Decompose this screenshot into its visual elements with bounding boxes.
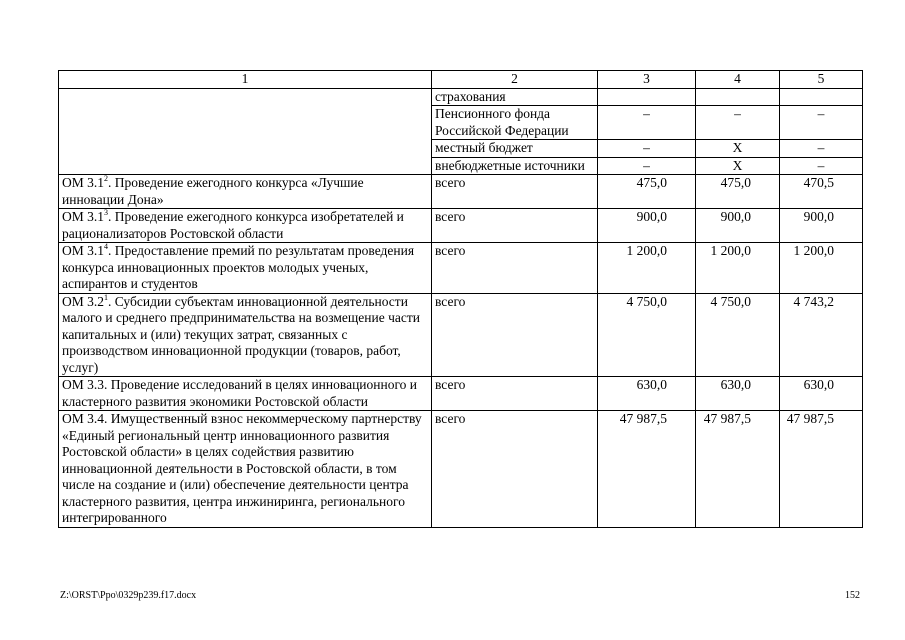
value-cell: 1 200,0 — [780, 243, 863, 294]
table-row — [59, 243, 863, 294]
measure-text: . Предоставление премий по результатам проведения конкурса инновационных проектов молодых ученых, аспирантов и студентов — [62, 243, 415, 291]
table-row — [59, 411, 863, 528]
table-row — [59, 175, 863, 209]
measure-cell — [59, 175, 432, 209]
value-cell: – — [780, 106, 863, 140]
value-cell: Х — [696, 140, 780, 158]
source-cell: внебюджетные источники — [432, 157, 598, 175]
measure-text: . Проведение ежегодного конкурса «Лучшие инновации Дона» — [62, 175, 364, 207]
source-cell: страхования — [432, 88, 598, 106]
measure-code: ОМ 3.3 — [62, 377, 105, 392]
value-cell: 900,0 — [696, 209, 780, 243]
value-cell: 900,0 — [598, 209, 696, 243]
measure-sup: 3 — [104, 208, 109, 217]
page-number: 152 — [845, 590, 860, 601]
value-cell: 630,0 — [780, 377, 863, 411]
value-cell: – — [598, 157, 696, 175]
table-header-row — [59, 71, 863, 89]
table-row — [59, 293, 863, 377]
value-cell: 630,0 — [598, 377, 696, 411]
header-col-2: 2 — [432, 71, 598, 89]
value-cell: 1 200,0 — [598, 243, 696, 294]
header-col-3: 3 — [598, 71, 696, 89]
measure-sup: 1 — [104, 292, 109, 302]
measure-code: ОМ 3.4 — [62, 411, 105, 426]
value-cell: 4 750,0 — [696, 293, 780, 377]
table-row — [59, 209, 863, 243]
measure-code: ОМ 3.1 — [62, 243, 105, 258]
value-cell: 475,0 — [598, 175, 696, 209]
source-cell: Пенсионного фонда Российской Федерации — [432, 106, 598, 140]
measure-cell — [59, 209, 432, 243]
value-cell: 4 750,0 — [598, 293, 696, 377]
measure-text: . Проведение исследований в целях инновационного и кластерного развития экономики Ростовской области — [62, 377, 418, 409]
source-cell: всего — [432, 293, 598, 377]
measure-cell-empty — [59, 88, 432, 175]
header-col-5: 5 — [780, 71, 863, 89]
measure-code: ОМ 3.1 — [62, 209, 105, 224]
value-cell: 900,0 — [780, 209, 863, 243]
measure-text: . Субсидии субъектам инновационной деятельности малого и среднего предпринимательства на возмещение части капитальных и (или) текущих затрат, связанных с производством инновационной продукции (товаров, работ, услуг) — [62, 293, 420, 375]
value-cell: Х — [696, 157, 780, 175]
value-cell: 1 200,0 — [696, 243, 780, 294]
source-cell: местный бюджет — [432, 140, 598, 158]
measure-sup: 2 — [104, 174, 109, 183]
source-cell: всего — [432, 175, 598, 209]
value-cell: 475,0 — [696, 175, 780, 209]
source-cell: всего — [432, 243, 598, 294]
source-cell: всего — [432, 209, 598, 243]
table-row — [59, 377, 863, 411]
value-cell: 630,0 — [696, 377, 780, 411]
measure-cell — [59, 293, 432, 377]
measure-text: . Проведение ежегодного конкурса изобретателей и рационализаторов Ростовской области — [62, 209, 404, 241]
budget-table — [58, 70, 863, 528]
measure-cell — [59, 411, 432, 528]
table-row — [59, 88, 863, 106]
value-cell: – — [780, 140, 863, 158]
measure-cell — [59, 243, 432, 294]
value-cell: 47 987,5 — [696, 411, 780, 528]
value-cell: – — [696, 106, 780, 140]
measure-text: . Имущественный взнос некоммерческому партнерству «Единый региональный центр инновационного развития Ростовской области» в целях содействия развитию инновационной деятельности в Ростовской области, в том числе на создание и (или) обеспечение деятельности центра кластерного развития, центра инжиниринга, регионального интегрированного — [62, 411, 422, 525]
measure-code: ОМ 3.1 — [62, 175, 105, 190]
measure-sup: 4 — [104, 242, 109, 251]
value-cell: – — [780, 157, 863, 175]
source-cell: всего — [432, 377, 598, 411]
value-cell — [598, 88, 696, 106]
header-col-4: 4 — [696, 71, 780, 89]
header-col-1: 1 — [59, 71, 432, 89]
value-cell — [696, 88, 780, 106]
value-cell: 470,5 — [780, 175, 863, 209]
value-cell: – — [598, 106, 696, 140]
measure-cell — [59, 377, 432, 411]
value-cell: – — [598, 140, 696, 158]
value-cell — [780, 88, 863, 106]
measure-code: ОМ 3.2 — [62, 293, 105, 309]
source-cell: всего — [432, 411, 598, 528]
value-cell: 4 743,2 — [780, 293, 863, 377]
value-cell: 47 987,5 — [598, 411, 696, 528]
value-cell: 47 987,5 — [780, 411, 863, 528]
file-path: Z:\ORST\Ppo\0329p239.f17.docx — [60, 590, 197, 601]
